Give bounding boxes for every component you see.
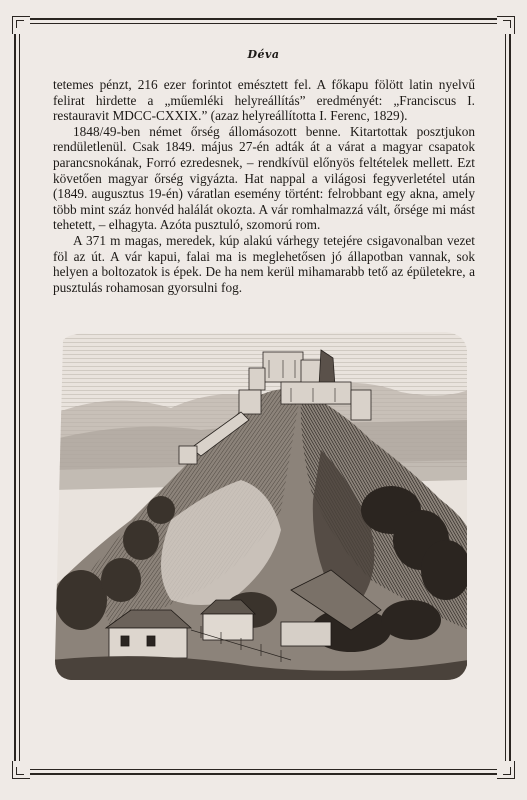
corner-ornament-top-left <box>12 16 30 34</box>
corner-ornament-top-right <box>497 16 515 34</box>
castle-engraving <box>51 330 469 682</box>
running-title: Déva <box>247 48 280 61</box>
body-text <box>53 77 475 295</box>
paragraph-3: A 371 m magas, meredek, kúp alakú várhegy tetejére csigavonalban vezet föl az út. A vár kapui, falai ma is meglehetősen jó állapotban vannak, sok helyen a boltozatok is épek. De ha nem kerül mihamarabb tető az épületekre, a pusztulás rohamosan gyorsulni fog. <box>53 232 475 295</box>
paragraph-2: 1848/49-ben német őrség állomásozott benne. Kitartottak posztjukon rendületlenül. Csak 1849. május 27-én adták át a várat a magyar csapatok parancsnokának, Forró ezredesnek, – rendkívül előnyös feltételek mellett. Ezt követően magyar őrség vigyázta. Hat nappal a világosi fegyverletétel után (1849. augusztus 19-én) váratlan esemény történt: felrobbant egy akna, amely több mint száz honvéd halálát okozta. A vár romhalmazzá vált, őrsége mi mást tehetett, – elhagyta. Azóta pusztuló, szomorú rom. <box>53 123 475 233</box>
corner-ornament-bottom-right <box>497 761 515 779</box>
corner-ornament-bottom-left <box>12 761 30 779</box>
paragraph-1: tetemes pénzt, 216 ezer forintot emésztett fel. A főkapu fölött latin nyelvű felirat hirdette a „műemléki helyreállítás” eredményét: „Franciscus I. restauravit MDCC-CXXIX.” (azaz helyreállította I. Ferenc, 1829). <box>53 77 475 124</box>
